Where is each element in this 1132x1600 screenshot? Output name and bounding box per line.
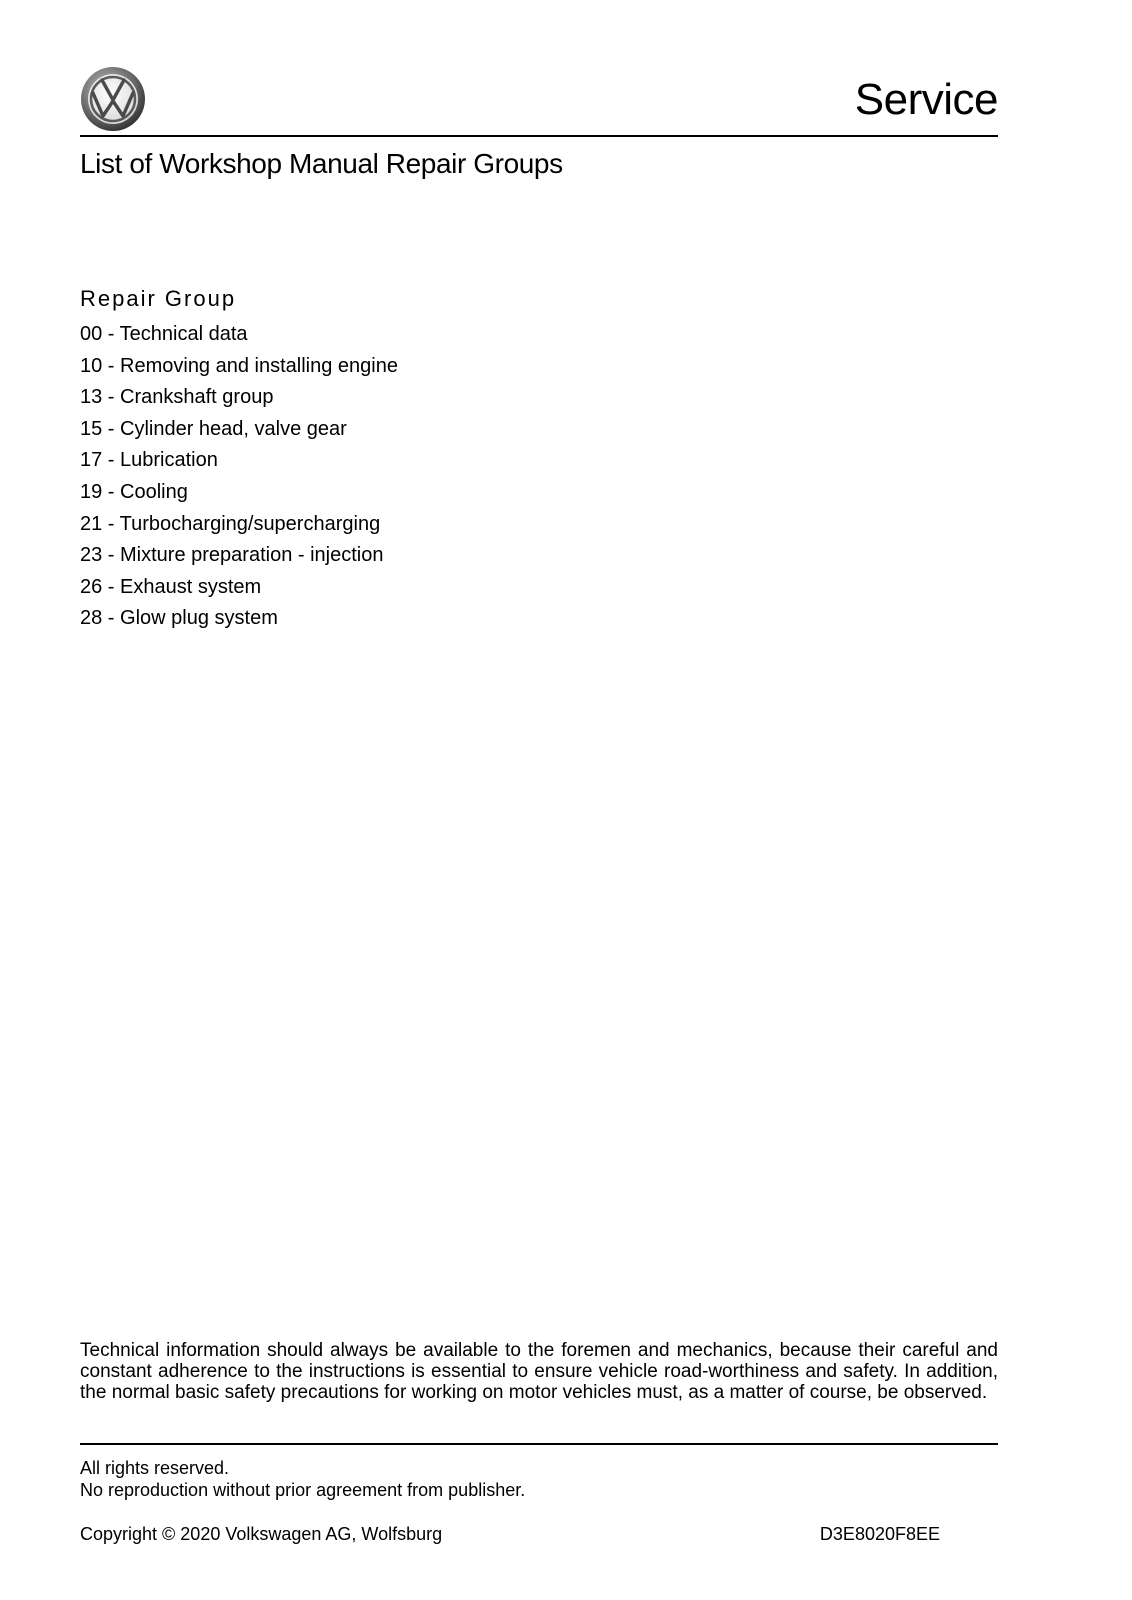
footer-divider	[80, 1443, 998, 1445]
safety-disclaimer: Technical information should always be available to the foremen and mechanics, because their careful and constant adherence to the instructions is essential to ensure vehicle road-worthiness and safety. In addition, the normal basic safety precautions for working on motor vehicles must, as a matter of course, be observed.	[80, 1340, 998, 1403]
repair-group-item[interactable]: 17 - Lubrication	[80, 449, 218, 472]
vw-logo-icon	[80, 66, 146, 132]
copyright-text: Copyright © 2020 Volkswagen AG, Wolfsburg	[80, 1524, 443, 1544]
repair-group-item[interactable]: 19 - Cooling	[80, 480, 188, 503]
header-divider	[80, 135, 998, 137]
repair-group-item[interactable]: 15 - Cylinder head, valve gear	[80, 417, 347, 440]
repair-group-heading: Repair Group	[80, 286, 237, 311]
repair-group-item[interactable]: 00 - Technical data	[80, 323, 248, 345]
rights-notice	[80, 1457, 525, 1501]
repair-group-item[interactable]: 28 - Glow plug system	[80, 607, 278, 630]
document-code: D3E8020F8EE	[819, 1524, 940, 1544]
rights-line: All rights reserved.	[80, 1458, 230, 1478]
repair-group-item[interactable]: 21 - Turbocharging/supercharging	[80, 512, 381, 535]
page-title: List of Workshop Manual Repair Groups	[80, 148, 563, 179]
service-label: Service	[854, 75, 998, 124]
reproduction-line: No reproduction without prior agreement from publisher.	[80, 1480, 526, 1500]
repair-group-item[interactable]: 26 - Exhaust system	[80, 575, 262, 598]
repair-group-list	[80, 322, 398, 638]
repair-group-item[interactable]: 23 - Mixture preparation - injection	[80, 544, 384, 567]
repair-group-item[interactable]: 10 - Removing and installing engine	[80, 354, 398, 377]
repair-group-item[interactable]: 13 - Crankshaft group	[80, 386, 274, 409]
